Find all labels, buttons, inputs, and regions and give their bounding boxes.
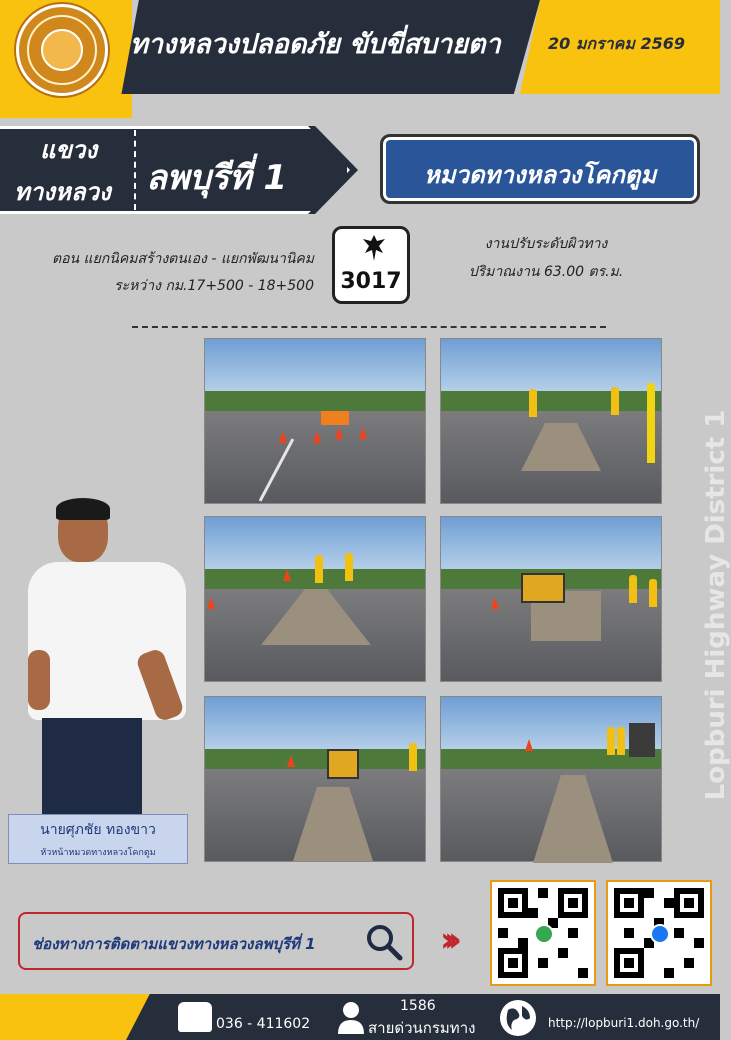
person-name: นายศุภชัย ทองขาว [40,822,156,838]
route-number: 3017 [340,269,402,294]
district-divider [134,130,136,210]
district-label-line1: แขวง [40,136,98,164]
footer-hotline-number[interactable]: 1586 [400,998,436,1014]
person-pants [42,718,142,818]
route-number-badge [332,226,410,304]
segment-info [14,246,314,300]
unit-name: หมวดทางหลวงโคกตูม [423,161,657,189]
follow-channels-box[interactable] [18,912,414,970]
work-photo-1[interactable] [204,338,426,504]
phone-icon [178,1002,212,1032]
globe-icon [500,1000,536,1036]
person-arm-left [28,650,50,710]
segment-line2: ระหว่าง กม.17+500 - 18+500 [114,278,314,294]
publish-date: 20 มกราคม 2569 [548,34,685,53]
footer-yellow [0,994,150,1040]
work-photo-3[interactable] [204,516,426,682]
segment-line1: ตอน แยกนิคมสร้างตนเอง - แยกพัฒนานิคม [52,251,314,267]
page-title: ทางหลวงปลอดภัย ขับขี่สบายตา [130,29,501,60]
work-line1: งานปรับระดับผิวทาง [484,236,608,252]
person-hair [56,498,110,520]
side-watermark [676,409,731,810]
garuda-icon [361,233,387,263]
footer-hotline-label: สายด่วนกรมทาง [368,1019,476,1037]
work-info [430,230,662,286]
dashed-divider [132,326,606,328]
side-watermark-text: Lopburi Highway District 1 [701,409,731,801]
qr-code-facebook[interactable] [606,880,712,986]
work-photo-2[interactable] [440,338,662,504]
search-icon [364,922,404,962]
person-photo [28,500,188,820]
work-photo-5[interactable] [204,696,426,862]
footer-website-link[interactable]: http://lopburi1.doh.go.th/ [548,1016,700,1030]
person-name-plate [8,814,188,864]
seal-core [41,29,83,71]
work-line2: ปริมาณงาน 63.00 ตร.ม. [468,264,624,280]
follow-channels-text: ช่องทางการติดตามแขวงทางหลวงลพบุรีที่ 1 [32,935,316,953]
triple-chevron-right-icon: ››› [440,920,453,960]
work-photo-6[interactable] [440,696,662,862]
district-label-line2: ทางหลวง [14,178,111,206]
qr-code-map[interactable] [490,880,596,986]
unit-badge [380,134,700,204]
person-position: หัวหน้าหมวดทางหลวงโคกตูม [40,848,156,858]
footer-phone[interactable]: 036 - 411602 [216,1016,311,1032]
district-name: ลพบุรีที่ 1 [146,158,287,198]
map-pin-icon [534,924,554,944]
work-photo-4[interactable] [440,516,662,682]
department-seal-logo [16,4,108,96]
hotline-person-icon [336,1000,366,1034]
facebook-icon [650,924,670,944]
